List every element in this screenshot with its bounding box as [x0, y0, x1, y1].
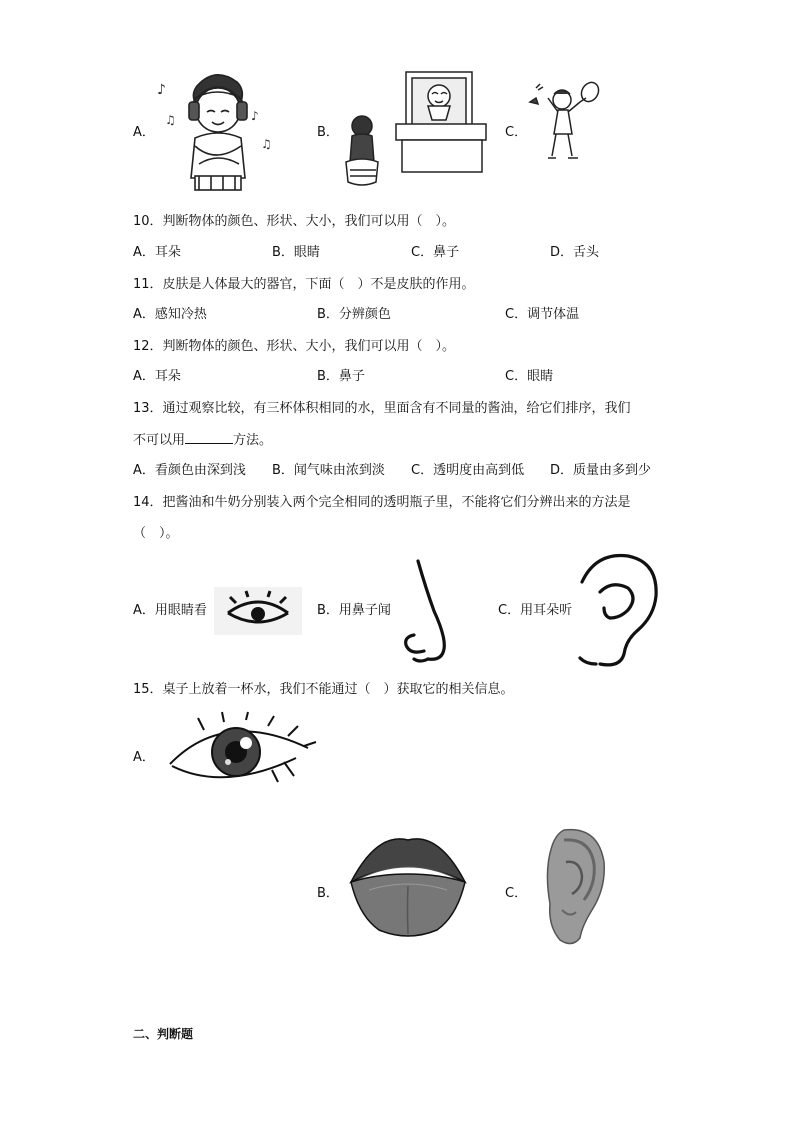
q11-option-a[interactable]: A．感知冷热	[133, 307, 207, 322]
question-11-text: 11．皮肤是人体最大的器官，下面（ ）不是皮肤的作用。	[133, 277, 475, 292]
question-13-text-line1: 13．通过观察比较，有三杯体积相同的水，里面含有不同量的酱油，给它们排序，我们	[133, 401, 631, 416]
q13-line2-suffix: 方法。	[233, 433, 273, 448]
top-option-c-label: C．	[505, 125, 528, 140]
top-option-a-label: A．	[133, 125, 155, 140]
child-watching-tv-image	[340, 70, 490, 192]
eye-symbol-icon	[214, 587, 302, 635]
ear-photo-image	[542, 826, 608, 948]
q14-option-c[interactable]: C．用耳朵听	[498, 603, 573, 618]
q12-option-b[interactable]: B．鼻子	[317, 369, 365, 384]
q11-option-b[interactable]: B．分辨颜色	[317, 307, 391, 322]
q13-option-b[interactable]: B．闻气味由浓到淡	[272, 463, 385, 478]
mouth-and-tongue-image	[347, 830, 469, 940]
q10-option-b[interactable]: B．眼睛	[272, 245, 320, 260]
q14-option-a[interactable]: A．用眼睛看	[133, 603, 207, 618]
q13-option-d[interactable]: D．质量由多到少	[550, 463, 652, 478]
q13-line2-prefix: 不可以用	[133, 433, 186, 448]
svg-text:♪: ♪	[251, 109, 259, 123]
q12-option-a[interactable]: A．耳朵	[133, 369, 181, 384]
nose-outline-icon	[400, 559, 452, 667]
top-option-b-label: B．	[317, 125, 339, 140]
question-10-text: 10．判断物体的颜色、形状、大小，我们可以用（ ）。	[133, 214, 456, 229]
section-2-heading: 二、判断题	[133, 1027, 194, 1041]
q13-option-c[interactable]: C．透明度由高到低	[411, 463, 525, 478]
q15-option-b[interactable]: B．	[317, 886, 339, 901]
question-15-text: 15．桌子上放着一杯水，我们不能通过（ ）获取它的相关信息。	[133, 682, 514, 697]
q13-option-a[interactable]: A．看颜色由深到浅	[133, 463, 246, 478]
eye-drawing-image	[164, 712, 320, 798]
question-12-text: 12．判断物体的颜色、形状、大小，我们可以用（ ）。	[133, 339, 456, 354]
svg-text:♪: ♪	[157, 82, 166, 98]
q13-answer-blank[interactable]	[185, 431, 233, 444]
q14-option-b[interactable]: B．用鼻子闻	[317, 603, 391, 618]
q15-option-c[interactable]: C．	[505, 886, 528, 901]
question-13-text-line2	[133, 431, 272, 450]
question-14-text-line1: 14．把酱油和牛奶分别装入两个完全相同的透明瓶子里，不能将它们分辨出来的方法是	[133, 495, 631, 510]
q15-option-a[interactable]: A．	[133, 750, 155, 765]
girl-playing-badminton-image	[526, 80, 606, 184]
q10-option-c[interactable]: C．鼻子	[411, 245, 460, 260]
q11-option-c[interactable]: C．调节体温	[505, 307, 580, 322]
ear-outline-icon	[576, 552, 662, 670]
question-14-text-line2: （ ）。	[133, 526, 179, 541]
q10-option-d[interactable]: D．舌头	[550, 245, 600, 260]
svg-text:♫: ♫	[165, 113, 176, 127]
q12-option-c[interactable]: C．眼睛	[505, 369, 554, 384]
q10-option-a[interactable]: A．耳朵	[133, 245, 181, 260]
svg-text:♫: ♫	[261, 137, 272, 151]
boy-with-headphones-image	[155, 68, 280, 194]
